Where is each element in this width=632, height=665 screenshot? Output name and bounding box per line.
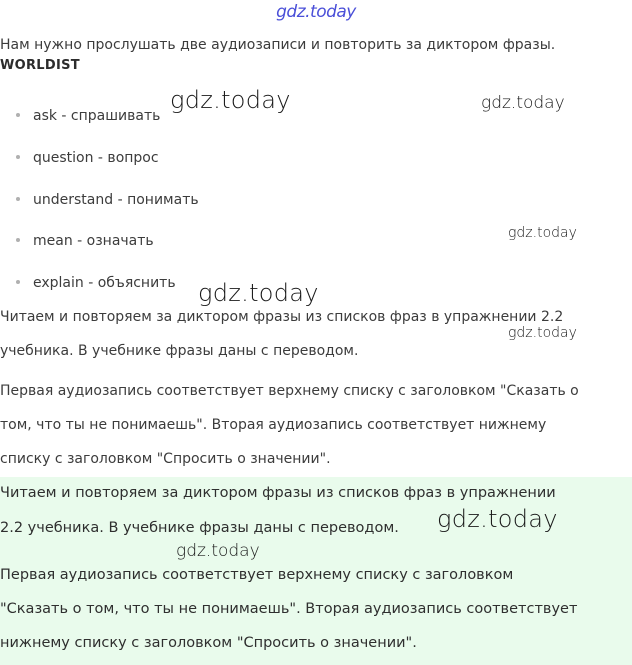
bullet-icon bbox=[16, 280, 20, 284]
bullet-icon bbox=[16, 155, 20, 159]
answer-line: нижнему списку с заголовком "Спросить о значении". bbox=[0, 635, 417, 651]
answer-line: "Сказать о том, что ты не понимаешь". Вторая аудиозапись соответствует bbox=[0, 601, 578, 617]
site-logo[interactable]: gdz.today bbox=[276, 2, 356, 22]
bullet-icon bbox=[16, 113, 20, 117]
answer-line: Первая аудиозапись соответствует верхнему списку с заголовком bbox=[0, 567, 514, 583]
paragraph-line: списку с заголовком "Спросить о значении". bbox=[0, 451, 331, 467]
watermark: gdz.today bbox=[481, 93, 565, 113]
answer-line: Читаем и повторяем за диктором фразы из списков фраз в упражнении bbox=[0, 485, 556, 501]
answer-line: 2.2 учебника. В учебнике фразы даны с переводом. bbox=[0, 520, 399, 536]
paragraph-line: учебника. В учебнике фразы даны с переводом. bbox=[0, 343, 359, 359]
watermark: gdz.today bbox=[170, 86, 291, 114]
paragraph-line: Читаем и повторяем за диктором фразы из списков фраз в упражнении 2.2 bbox=[0, 309, 564, 325]
watermark: gdz.today bbox=[508, 225, 577, 241]
watermark: gdz.today bbox=[508, 325, 577, 341]
bullet-icon bbox=[16, 197, 20, 201]
list-item: question - вопрос bbox=[16, 150, 159, 166]
instruction-text: Нам нужно прослушать две аудиозаписи и повторить за диктором фразы. bbox=[0, 37, 556, 53]
paragraph-line: Первая аудиозапись соответствует верхнему списку с заголовком "Сказать о bbox=[0, 383, 579, 399]
bullet-icon bbox=[16, 238, 20, 242]
watermark: gdz.today bbox=[198, 279, 319, 307]
watermark: gdz.today bbox=[176, 541, 260, 561]
watermark: gdz.today bbox=[437, 505, 558, 533]
list-item: explain - объяснить bbox=[16, 275, 176, 291]
wordlist-title: WORLDIST bbox=[0, 58, 80, 73]
list-item: mean - означать bbox=[16, 233, 154, 249]
list-item: understand - понимать bbox=[16, 192, 199, 208]
paragraph-line: том, что ты не понимаешь". Вторая аудиозапись соответствует нижнему bbox=[0, 417, 547, 433]
list-item: ask - спрашивать bbox=[16, 108, 160, 124]
